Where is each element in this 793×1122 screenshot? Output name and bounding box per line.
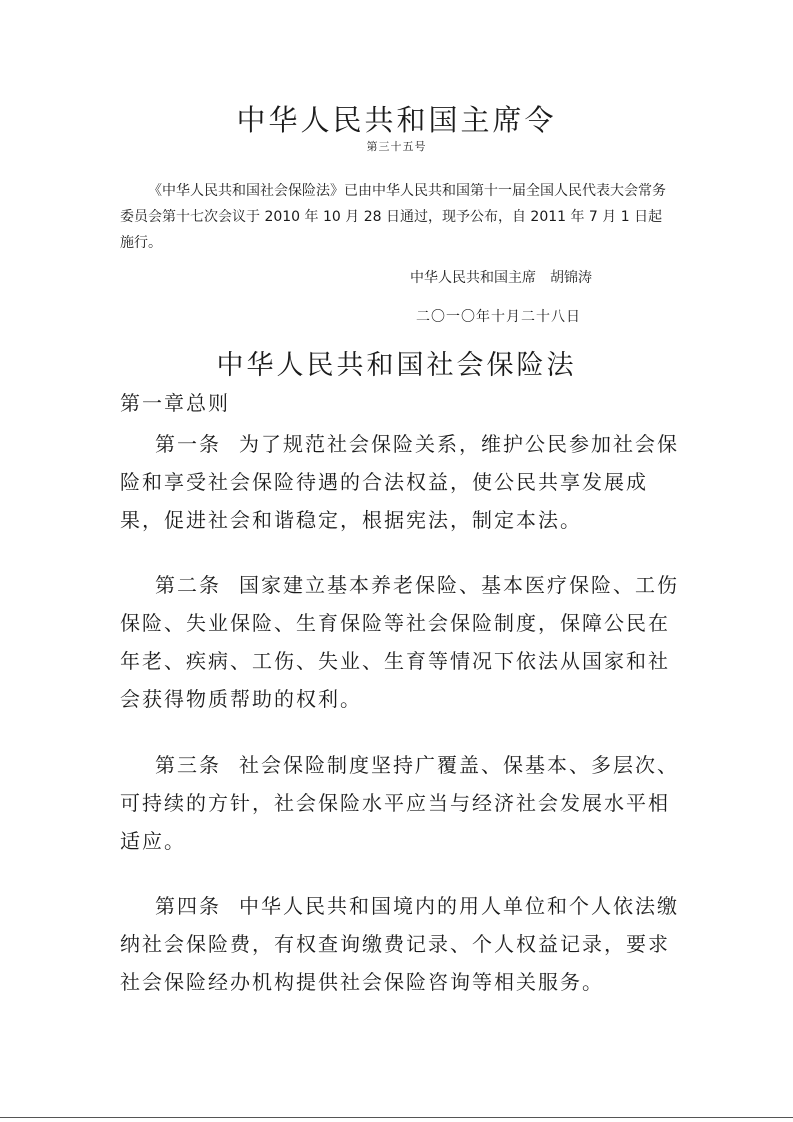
article-number: 第四条 [155,894,221,918]
article-2 [120,566,680,718]
law-title: 中华人民共和国社会保险法 [216,350,577,381]
article-text: 中华人民共和国境内的用人单位和个人依法缴纳社会保险费，有权查询缴费记录、个人权益记录，要求社会保险经办机构提供社会保险咨询等相关服务。 [120,894,679,994]
decree-title: 中华人民共和国主席令 [236,103,557,137]
article-3 [120,746,680,860]
decree-signer: 中华人民共和国主席 胡锦涛 [410,270,592,286]
article-number: 第一条 [155,432,221,456]
article-text: 为了规范社会保险关系，维护公民参加社会保险和享受社会保险待遇的合法权益，使公民共享发展成果，促进社会和谐稳定，根据宪法，制定本法。 [120,432,679,532]
article-text: 社会保险制度坚持广覆盖、保基本、多层次、可持续的方针，社会保险水平应当与经济社会发展水平相适应。 [120,753,679,853]
chapter-title: 第一章总则 [120,391,230,415]
article-4 [120,887,680,1001]
article-1 [120,425,680,539]
article-number: 第三条 [155,753,221,777]
decree-body: 《中华人民共和国社会保险法》已由中华人民共和国第十一届全国人民代表大会常务委员会第十七次会议于 2010 年 10 月 28 日通过，现予公布，自 2011 年 7 月 1 日起施行。 [120,183,666,251]
article-number: 第二条 [155,573,221,597]
decree-date: 二〇一〇年十月二十八日 [416,309,581,325]
page-bottom-divider [0,1117,793,1118]
article-text: 国家建立基本养老保险、基本医疗保险、工伤保险、失业保险、生育保险等社会保险制度，保障公民在年老、疾病、工伤、失业、生育等情况下依法从国家和社会获得物质帮助的权利。 [120,573,679,711]
decree-number: 第三十五号 [366,140,427,153]
